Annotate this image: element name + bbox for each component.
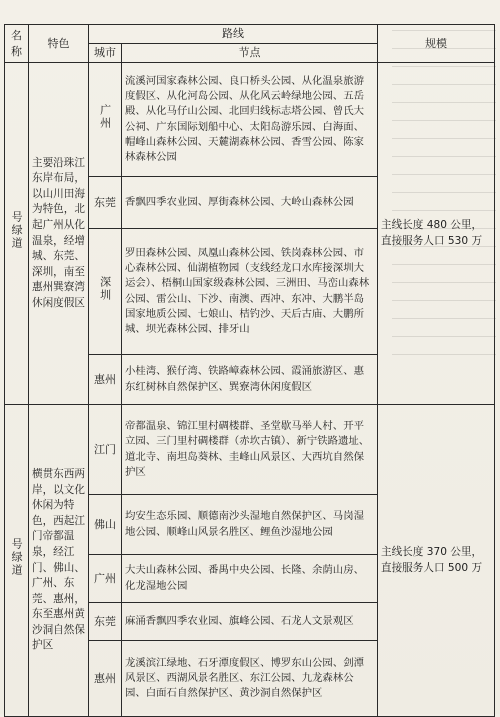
greenway-1-name-cell — [5, 63, 29, 405]
greenway-1-scale: 主线长度 480 公里，直接服务人口 530 万 — [378, 63, 495, 405]
greenway-2-city-foshan: 佛山 — [89, 495, 122, 555]
greenway-2-feature: 横贯东西两岸，以文化休闲为特色，西起江门帝都温泉，经江门、佛山、广州、东莞、惠州，东至惠州黄沙洞自然保护区 — [29, 405, 89, 717]
table-row — [5, 405, 495, 495]
greenway-2-name-cell — [5, 405, 29, 717]
greenway-2-nodes-huizhou: 龙溪滨江绿地、石牙潭度假区、博罗东山公园、剑潭风景区、西湖风景名胜区、东江公园、九龙森林公园、白面石自然保护区、黄沙洞自然保护区 — [122, 641, 378, 717]
greenway-1-nodes-shenzhen: 罗田森林公园、凤凰山森林公园、铁岗森林公园、市心森林公园、仙湖植物园（支线经龙口水库接深圳大运会）、梧桐山国家级森林公园、三洲田、马峦山森林公园、雷公山、下沙、南澳、西冲、东冲、大鹏半岛国家地质公园、七娘山、桔钓沙、天后古庙、大鹏所城、坝光森林公园、排牙山 — [122, 229, 378, 355]
header-city: 城市 — [89, 44, 122, 63]
header-feature: 特色 — [29, 25, 89, 63]
header-route: 路线 — [89, 25, 378, 44]
greenway-routes-table — [4, 24, 495, 717]
greenway-2-name: 号绿道 — [10, 538, 24, 578]
greenway-1-nodes-guangzhou: 流溪河国家森林公园、良口桥头公园、从化温泉旅游度假区、从化河岛公园、从化风云岭绿地公园、五岳殿、从化马仔山公园、北回归线标志塔公园、曾氏大公祠、广东国际划船中心、太阳岛游乐园、白海面、帽峰山森林公园、天麓湖森林公园、香雪公园、陈家林森林公园 — [122, 63, 378, 177]
greenway-1-name: 号绿道 — [10, 211, 24, 251]
greenway-1-city-guangzhou: 广州 — [89, 63, 122, 177]
greenway-2-nodes-foshan: 均安生态乐园、顺德南沙头湿地自然保护区、马岗湿地公园、顺峰山风景名胜区、鲤鱼沙湿地公园 — [122, 495, 378, 555]
greenway-1-city-shenzhen: 深圳 — [89, 229, 122, 355]
greenway-1-nodes-huizhou: 小桂湾、猴仔湾、铁路嶂森林公园、霞涌旅游区、惠东红树林自然保护区、巽寮湾休闲度假区 — [122, 355, 378, 405]
greenway-2-city-dongguan: 东莞 — [89, 603, 122, 641]
table-row — [5, 63, 495, 177]
greenway-1-nodes-dongguan: 香飘四季农业园、厚街森林公园、大岭山森林公园 — [122, 177, 378, 229]
greenway-1-city-dongguan: 东莞 — [89, 177, 122, 229]
header-row-1 — [5, 25, 495, 44]
greenway-1-city-huizhou: 惠州 — [89, 355, 122, 405]
greenway-2-nodes-jiangmen: 帝都温泉、锦江里村碉楼群、圣堂歇马举人村、开平立园、三门里村碉楼群（赤坎古镇）、新宁铁路遗址、道北寺、南坦岛葵林、圭峰山风景区、大西坑自然保护区 — [122, 405, 378, 495]
greenway-2-city-guangzhou: 广州 — [89, 555, 122, 603]
header-nodes: 节点 — [122, 44, 378, 63]
greenway-1-feature: 主要沿珠江东岸布局，以山川田海为特色，北起广州从化温泉，经增城、东莞、深圳，南至惠州巽寮湾休闲度假区 — [29, 63, 89, 405]
greenway-2-nodes-dongguan: 麻涌香飘四季农业园、旗峰公园、石龙人文景观区 — [122, 603, 378, 641]
greenway-2-city-jiangmen: 江门 — [89, 405, 122, 495]
greenway-2-nodes-guangzhou: 大夫山森林公园、番禺中央公园、长隆、余荫山房、化龙湿地公园 — [122, 555, 378, 603]
greenway-2-city-huizhou: 惠州 — [89, 641, 122, 717]
header-scale: 规模 — [378, 25, 495, 63]
header-name: 名称 — [5, 25, 29, 63]
greenway-2-scale: 主线长度 370 公里，直接服务人口 500 万 — [378, 405, 495, 717]
